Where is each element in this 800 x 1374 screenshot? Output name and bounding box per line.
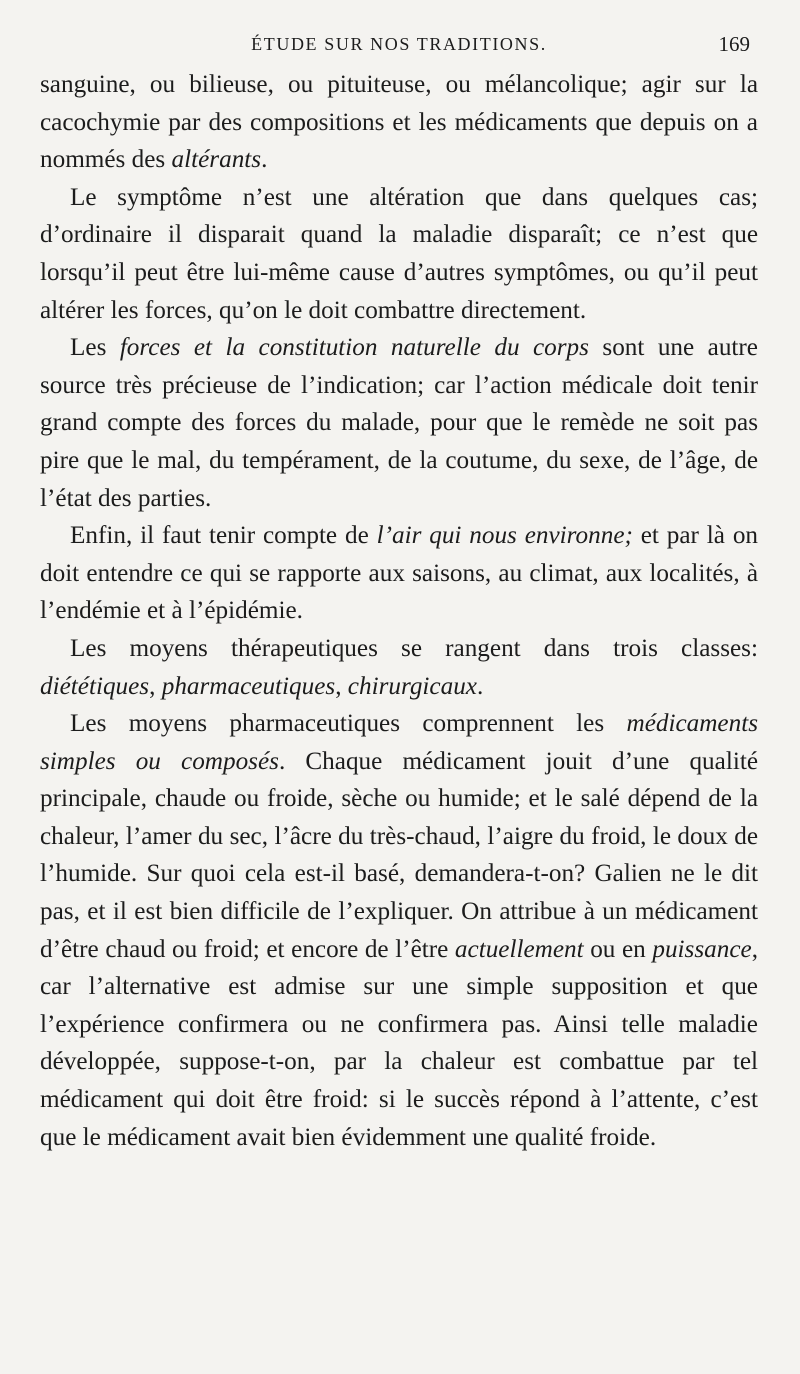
- text-segment: Les moyens thérapeutiques se rangent dans trois classes:: [70, 634, 758, 662]
- text-segment: ,: [149, 672, 162, 700]
- italic-text: forces et la constitution naturelle du corps: [119, 334, 589, 362]
- italic-text: puissance: [652, 935, 752, 963]
- body-text: [40, 66, 758, 1156]
- text-segment: .: [261, 146, 268, 174]
- paragraph: [40, 517, 758, 630]
- text-segment: Enfin, il faut tenir compte de: [70, 522, 377, 550]
- page-number: 169: [718, 32, 750, 56]
- text-segment: ,: [335, 672, 348, 700]
- paragraph: [40, 66, 758, 179]
- text-segment: Les moyens pharmaceutiques comprennent les: [70, 710, 627, 738]
- paragraph: [40, 630, 758, 705]
- italic-text: chirurgicaux: [347, 672, 477, 700]
- text-segment: sont une autre source très précieuse de l’indication; car l’action médicale doit tenir grand compte des forces du malade, pour que le remède ne soit pas pire que le mal, du tempérament, de la coutume, du sexe, de l’âge, de l’état des parties.: [40, 334, 758, 512]
- text-segment: . Chaque médicament jouit d’une qualité principale, chaude ou froide, sèche ou humide; et le salé dépend de la chaleur, l’amer du sec, l’âcre du très-chaud, l’aigre du froid, le doux de l’humide. Sur quoi cela est-il basé, demandera-t-on? Galien ne le dit pas, et il est bien difficile de l’expliquer. On attribue à un médicament d’être chaud ou froid; et encore de l’être: [40, 747, 759, 963]
- running-title: ÉTUDE SUR NOS TRADITIONS.: [251, 34, 547, 54]
- italic-text: médicaments simples ou composés: [40, 710, 758, 775]
- italic-text: altérants: [171, 146, 262, 174]
- text-segment: , car l’alternative est admise sur une simple supposition et que l’expérience confirmera ou ne confirmera pas. Ainsi telle maladie développée, suppose-t-on, par la chaleur est combattue par tel médicament qui doit être froid: si le succès répond à l’attente, c’est que le médicament avait bien évidemment une qualité froide.: [40, 935, 758, 1151]
- text-segment: .: [476, 672, 484, 700]
- paragraph: [40, 329, 758, 517]
- italic-text: diététiques: [40, 672, 150, 700]
- italic-text: actuellement: [454, 935, 584, 963]
- text-segment: ou en: [583, 935, 653, 963]
- text-segment: Les: [70, 334, 120, 362]
- italic-text: pharmaceutiques: [161, 672, 336, 700]
- paragraph: [40, 179, 758, 329]
- text-segment: Le symptôme n’est une altération que dans quelques cas; d’ordinaire il disparait quand la maladie disparaît; ce n’est que lorsqu’il peut être lui-même cause d’autres symptômes, ou qu’il peut altérer les forces, qu’on le doit combattre directement.: [40, 183, 758, 324]
- running-head: [40, 0, 758, 66]
- paragraph: [40, 705, 758, 1156]
- italic-text: l’air qui nous environne;: [376, 522, 633, 550]
- text-segment: et par là on doit entendre ce qui se rapporte aux saisons, au climat, aux localités, à l’endémie et à l’épidémie.: [40, 522, 759, 625]
- text-segment: sanguine, ou bilieuse, ou pituiteuse, ou mélancolique; agir sur la cacochymie par des compositions et les médicaments que depuis on a nommés des: [40, 71, 758, 174]
